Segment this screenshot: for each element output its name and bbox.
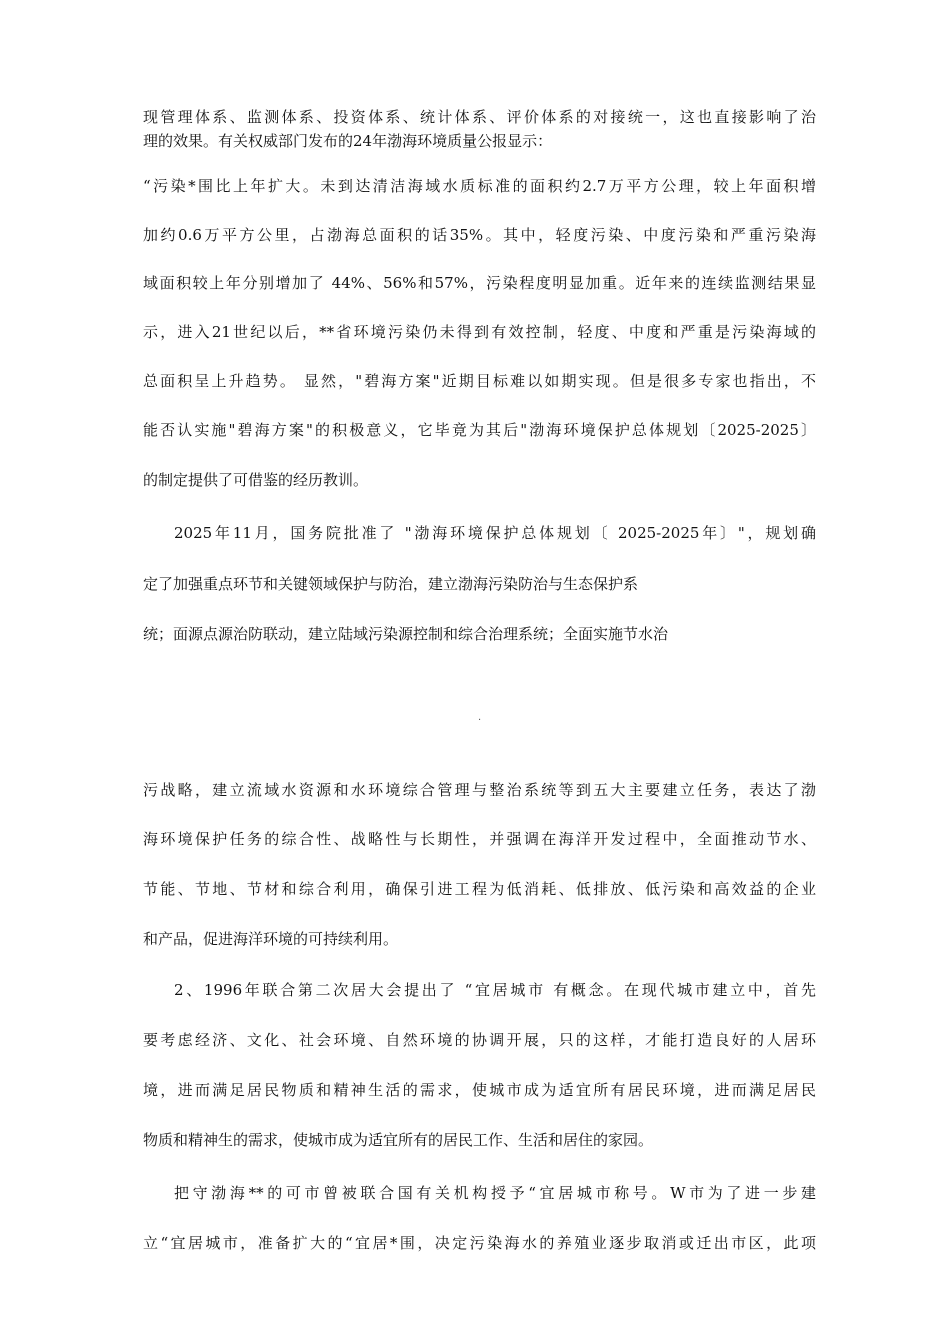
text-line: 的制定提供了可借鉴的经历教训。 [143,471,369,489]
text-line: 和产品，促进海洋环境的可持续利用。 [143,930,399,948]
text-line: 要考虑经济、文化、社会环境、自然环境的协调开展，只的这样，才能打造良好的人居环 [143,1031,816,1049]
text-line: 2、1996年联合第二次居大会提出了 “宜居城市 有概念。在现代城市建立中，首先 [174,981,816,999]
text-line: 加约0.6万平方公里，占渤海总面积的话35%。其中，轻度污染、中度污染和严重污染海 [143,226,816,244]
text-line: “污染*围比上年扩大。未到达清洁海域水质标准的面积约2.7万平方公理，较上年面积增 [143,177,816,195]
text-line: 2025年11月，国务院批准了 "渤海环境保护总体规划〔 2025-2025年〕"，规划确 [174,524,816,542]
text-line: 把守渤海**的可市曾被联合国有关机构授予“宜居城市称号。W市为了进一步建 [174,1184,816,1202]
page-separator-dot: . [478,712,482,723]
text-line: 物质和精神生的需求，使城市成为适宜所有的居民工作、生活和居住的家园。 [143,1131,654,1149]
text-line: 污战略，建立流域水资源和水环境综合管理与整治系统等到五大主要建立任务，表达了渤 [143,781,816,799]
text-line: 域面积较上年分别增加了 44%、56%和57%，污染程度明显加重。近年来的连续监测结果显 [143,274,816,292]
text-line: 立“宜居城市，准备扩大的“宜居*围，决定污染海水的养殖业逐步取消或迁出市区，此项 [143,1234,816,1252]
text-line: 定了加强重点环节和关键领域保护与防治，建立渤海污染防治与生态保护系 [143,575,639,593]
text-line: 示，进入21世纪以后，**省环境污染仍未得到有效控制，轻度、中度和严重是污染海域的 [143,323,816,341]
text-line: 总面积呈上升趋势。 显然，"碧海方案"近期目标难以如期实现。但是很多专家也指出，不 [143,372,816,390]
text-line: 统；面源点源治防联动，建立陆域污染源控制和综合治理系统；全面实施节水治 [143,625,669,643]
text-line: 能否认实施"碧海方案"的积极意义，它毕竟为其后"渤海环境保护总体规划〔2025-2025〕 [143,421,816,439]
text-line: 节能、节地、节材和综合利用，确保引进工程为低消耗、低排放、低污染和高效益的企业 [143,880,816,898]
text-line: 现管理体系、监测体系、投资体系、统计体系、评价体系的对接统一，这也直接影响了治 [143,108,816,126]
text-line: 境，进而满足居民物质和精神生活的需求，使城市成为适宜所有居民环境，进而满足居民 [143,1081,816,1099]
text-line: 理的效果。有关权威部门发布的24年渤海环境质量公报显示： [143,132,553,150]
text-line: 海环境保护任务的综合性、战略性与长期性，并强调在海洋开发过程中，全面推动节水、 [143,830,816,848]
